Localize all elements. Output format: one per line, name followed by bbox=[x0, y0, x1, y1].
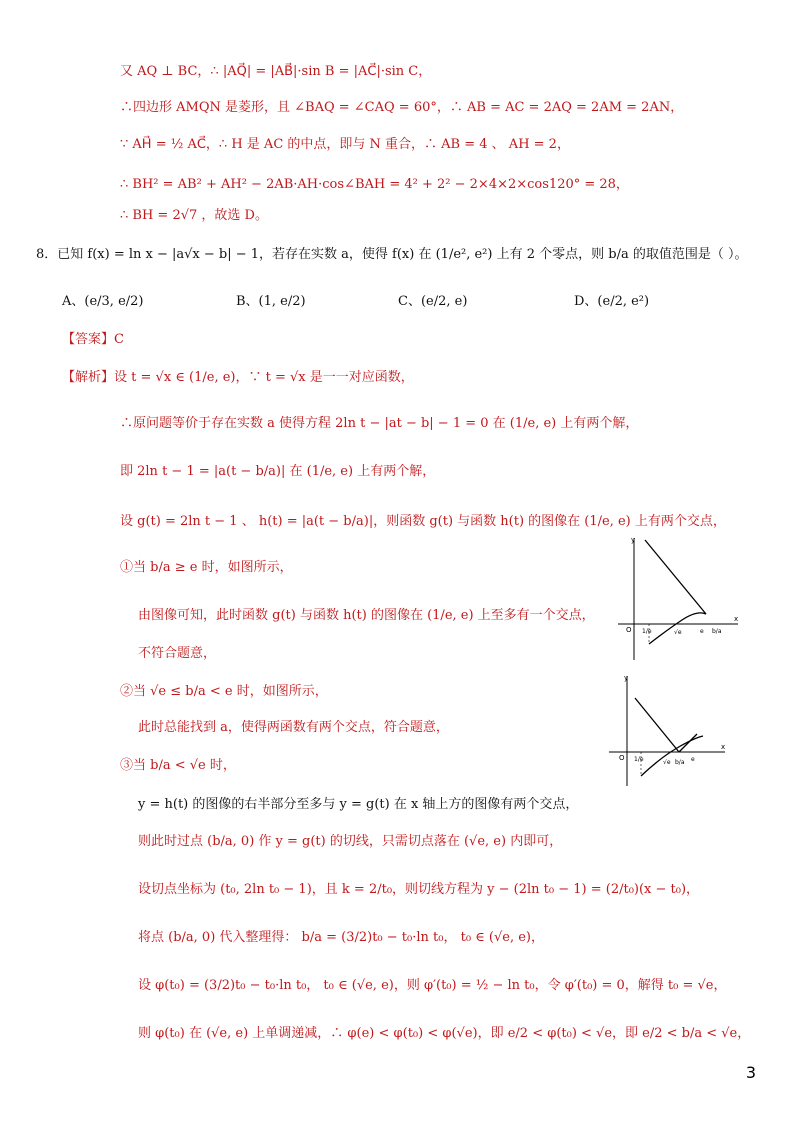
analysis-line-4: 设 g(t) = 2ln t − 1 、 h(t) = |a(t − b/a)|，则函数 g(t) 与函数 h(t) 的图像在 (1/e, e) 上有两个交点， bbox=[120, 514, 726, 529]
case-1-conclusion: 不符合题意， bbox=[138, 646, 217, 661]
analysis-line-3: 即 2ln t − 1 = |a(t − b/a)| 在 (1/e, e) 上有两个解， bbox=[120, 464, 436, 479]
solution-line-5: ∴ BH = 2√7 ，故选 D。 bbox=[120, 208, 268, 223]
solution-line-2: ∴四边形 AMQN 是菱形，且 ∠BAQ = ∠CAQ = 60°，∴ AB = AC = 2AQ = 2AM = 2AN， bbox=[120, 100, 684, 115]
figure-2-x-label: x bbox=[721, 743, 726, 751]
case-2: ②当 √e ≤ b/a < e 时，如图所示， bbox=[120, 684, 328, 699]
case-1: ①当 b/a ≥ e 时，如图所示， bbox=[120, 560, 293, 575]
figure-2-graph bbox=[605, 672, 730, 790]
option-d: D、(e/2, e²) bbox=[574, 294, 650, 309]
figure-1-x-label: x bbox=[734, 615, 739, 623]
figure-1-y-label: y bbox=[631, 536, 636, 544]
case-3-line-3: 设切点坐标为 (t₀, 2ln t₀ − 1)，且 k = 2/t₀，则切线方程为 y − (2ln t₀ − 1) = (2/t₀)(x − t₀)， bbox=[138, 882, 700, 897]
figure-1-graph bbox=[612, 534, 742, 666]
option-b: B、(1, e/2) bbox=[236, 294, 306, 309]
analysis-line-2: ∴原问题等价于存在实数 a 使得方程 2ln t − |at − b| − 1 = 0 在 (1/e, e) 上有两个解， bbox=[120, 416, 639, 431]
case-2-detail: 此时总能找到 a，使得两函数有两个交点，符合题意， bbox=[138, 720, 449, 735]
case-3-line-2: 则此时过点 (b/a, 0) 作 y = g(t) 的切线，只需切点落在 (√e, e) 内即可， bbox=[138, 834, 563, 849]
figure-1-tick-e: e bbox=[700, 628, 704, 635]
answer-tag: 【答案】 bbox=[62, 332, 115, 347]
case-3: ③当 b/a < √e 时， bbox=[120, 758, 236, 773]
figure-1-tick-1e: 1/e bbox=[642, 628, 652, 635]
analysis-line-1: 设 t = √x ∈ (1/e, e)，∵ t = √x 是一一对应函数， bbox=[114, 370, 414, 385]
case-3-line-4: 将点 (b/a, 0) 代入整理得： b/a = (3/2)t₀ − t₀·ln t₀， t₀ ∈ (√e, e)， bbox=[138, 930, 544, 945]
answer-row bbox=[62, 330, 124, 350]
case-3-line-5: 设 φ(t₀) = (3/2)t₀ − t₀·ln t₀， t₀ ∈ (√e, e)，则 φ′(t₀) = ½ − ln t₀，令 φ′(t₀) = 0，解得 t₀ = √e， bbox=[138, 978, 727, 993]
figure-2-h-right bbox=[679, 734, 697, 752]
figure-2-h-left bbox=[635, 698, 679, 752]
solution-line-4: ∴ BH² = AB² + AH² − 2AB·AH·cos∠BAH = 4² + 2² − 2×4×2×cos120° = 28， bbox=[120, 177, 629, 192]
figure-1-tick-sqrt-e: √e bbox=[674, 629, 682, 636]
figure-1-origin: O bbox=[626, 626, 632, 634]
case-3-line-6: 则 φ(t₀) 在 (√e, e) 上单调递减，∴ φ(e) < φ(t₀) < φ(√e)，即 e/2 < φ(t₀) < √e，即 e/2 < b/a < √e， bbox=[138, 1026, 751, 1041]
page-number: 3 bbox=[745, 1063, 756, 1082]
analysis-row-1 bbox=[62, 368, 414, 388]
figure-2-tick-sqrt-e: √e bbox=[663, 759, 671, 766]
analysis-tag: 【解析】 bbox=[62, 370, 115, 385]
figure-2-tick-e: e bbox=[691, 756, 695, 763]
figure-1-h-line bbox=[645, 540, 706, 614]
figure-2-tick-1e: 1/e bbox=[634, 756, 644, 763]
option-a: A、(e/3, e/2) bbox=[62, 294, 144, 309]
solution-line-1: 又 AQ ⊥ BC，∴ |AQ⃗| = |AB⃗|·sin B = |AC⃗|·sin C， bbox=[120, 64, 432, 79]
solution-line-3: ∵ AH⃗ = ½ AC⃗，∴ H 是 AC 的中点，即与 N 重合，∴ AB = 4 、 AH = 2， bbox=[120, 137, 570, 152]
option-c: C、(e/2, e) bbox=[398, 294, 468, 309]
figure-1-tick-ba: b/a bbox=[712, 628, 722, 635]
figure-2-y-label: y bbox=[624, 674, 629, 682]
case-3-line-1: y = h(t) 的图像的右半部分至多与 y = g(t) 在 x 轴上方的图像有两个交点， bbox=[138, 797, 579, 812]
figure-2-origin: O bbox=[619, 754, 625, 762]
case-1-detail: 由图像可知，此时函数 g(t) 与函数 h(t) 的图像在 (1/e, e) 上至多有一个交点， bbox=[138, 608, 595, 623]
figure-2-tick-ba: b/a bbox=[675, 759, 685, 766]
answer-value: C bbox=[114, 332, 124, 347]
question-text: 8．已知 f(x) = ln x − |a√x − b| − 1，若存在实数 a，使得 f(x) 在 (1/e², e²) 上有 2 个零点，则 b/a 的取值范围是（ ）。 bbox=[36, 247, 748, 262]
